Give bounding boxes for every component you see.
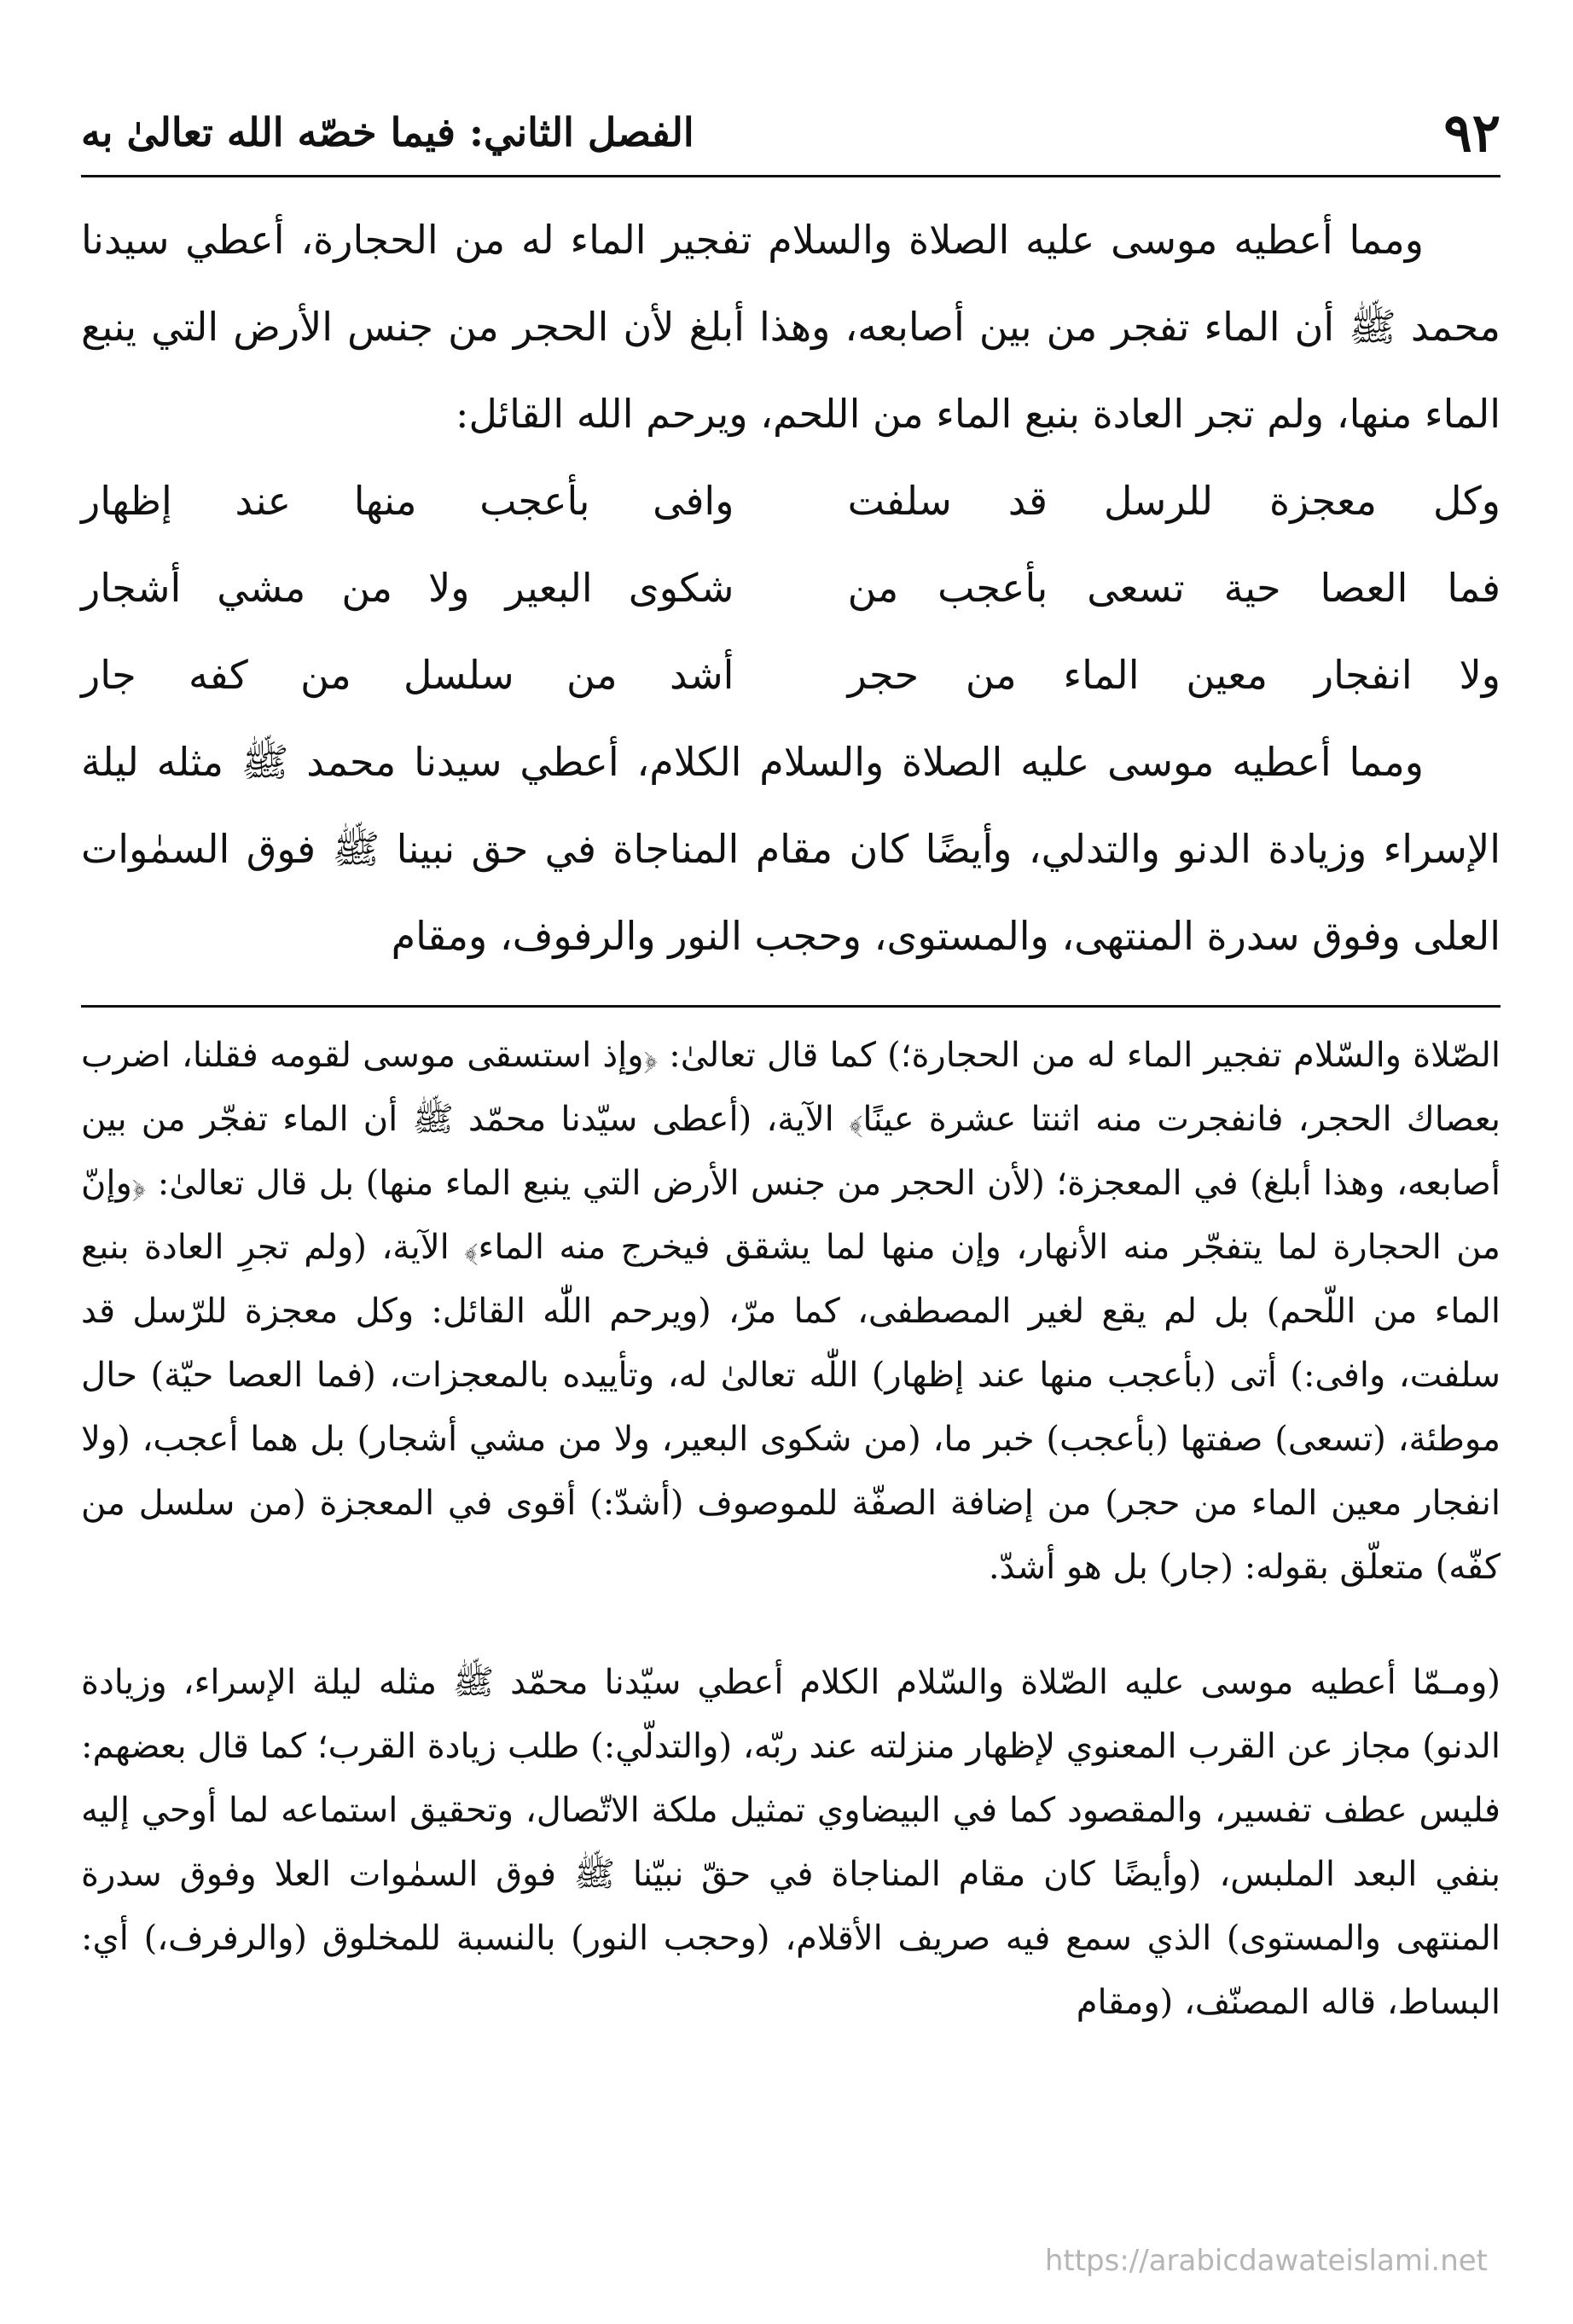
verse-first-hemistich: وكل معجزة للرسل قد سلفت: [847, 478, 1500, 524]
commentary-paragraph: الصّلاة والسّلام تفجير الماء له من الحجارة؛) كما قال تعالىٰ: ﴿وإذ استسقى موسى لقومه فقلنا، اضرب بعصاك الحجر، فانفجرت منه اثنتا عشرة عينًا﴾ الآية، (أعطى سيّدنا محمّد ﷺ أن الماء تفجّر من بين أصابعه، وهذا أبلغ) في المعجزة؛ (لأن الحجر من جنس الأرض التي ينبع الماء منها) بل قال تعالىٰ: ﴿وإنّ من الحجارة لما يتفجّر منه الأنهار، وإن منها لما يشقق فيخرج منه الماء﴾ الآية، (ولم تجرِ العادة بنبع الماء من اللّحم) بل لم يقع لغير المصطفى، كما مرّ، (ويرحم اللّٰه القائل: وكل معجزة للرّسل قد سلفت، وافى:) أتى (بأعجب منها عند إظهار) اللّٰه تعالىٰ له، وتأييده بالمعجزات، (فما العصا حيّة) حال موطئة، (تسعى) صفتها (بأعجب) خبر ما، (من شكوى البعير، ولا من مشي أشجار) بل هما أعجب، (ولا انفجار معين الماء من حجر) من إضافة الصفّة للموصوف (أشدّ:) أقوى في المعجزة (من سلسل من كفّه) متعلّق بقوله: (جار) بل هو أشدّ.: [81, 1036, 1501, 1587]
commentary-divider: [81, 1005, 1500, 1008]
verse-second-hemistich: أشد من سلسل من كفه جار: [81, 652, 734, 698]
poem-verse: [81, 544, 1500, 631]
page-number: ٩٢: [1443, 101, 1500, 164]
commentary-text: [81, 1024, 1500, 2035]
main-text: [81, 196, 1500, 979]
main-paragraph: ومما أعطيه موسى عليه الصلاة والسلام تفجير الماء له من الحجارة، أعطي سيدنا محمد ﷺ أن الماء تفجر من بين أصابعه، وهذا أبلغ لأن الحجر من جنس الأرض التي ينبع الماء منها، ولم تجر العادة بنبع الماء من اللحم، ويرحم الله القائل:: [81, 217, 1500, 437]
poem-verse: [81, 631, 1500, 718]
page-header: [81, 98, 1500, 166]
header-divider: [81, 175, 1500, 177]
verse-first-hemistich: ولا انفجار معين الماء من حجر: [847, 652, 1500, 698]
chapter-title: الفصل الثاني: فيما خصّه الله تعالىٰ به: [81, 109, 694, 155]
poem-verse: [81, 457, 1500, 544]
main-paragraph: ومما أعطيه موسى عليه الصلاة والسلام الكلام، أعطي سيدنا محمد ﷺ مثله ليلة الإسراء وزيادة الدنو والتدلي، وأيضًا كان مقام المناجاة في حق نبينا ﷺ فوق السمٰوات العلى وفوق سدرة المنتهى، والمستوى، وحجب النور والرفوف، ومقام: [81, 739, 1500, 959]
verse-first-hemistich: فما العصا حية تسعى بأعجب من: [847, 565, 1500, 611]
commentary-paragraph: (ومـمّا أعطيه موسى عليه الصّلاة والسّلام الكلام أعطي سيّدنا محمّد ﷺ مثله ليلة الإسراء، وزيادة الدنو) مجاز عن القرب المعنوي لإظهار منزلته عند ربّه، (والتدلّي:) طلب زيادة القرب؛ كما قال بعضهم: فليس عطف تفسير، والمقصود كما في البيضاوي تمثيل ملكة الاتّصال، وتحقيق استماعه لما أوحي إليه بنفي البعد الملبس، (وأيضًا كان مقام المناجاة في حقّ نبيّنا ﷺ فوق السمٰوات العلا وفوق سدرة المنتهى والمستوى) الذي سمع فيه صريف الأقلام، (وحجب النور) بالنسبة للمخلوق (والرفرف،) أي: البساط، قاله المصنّف، (ومقام: [81, 1663, 1501, 2022]
verse-second-hemistich: وافى بأعجب منها عند إظهار: [81, 478, 734, 524]
verse-second-hemistich: شكوى البعير ولا من مشي أشجار: [81, 565, 734, 611]
watermark-url: https://arabicdawateislami.net: [1044, 2244, 1488, 2278]
